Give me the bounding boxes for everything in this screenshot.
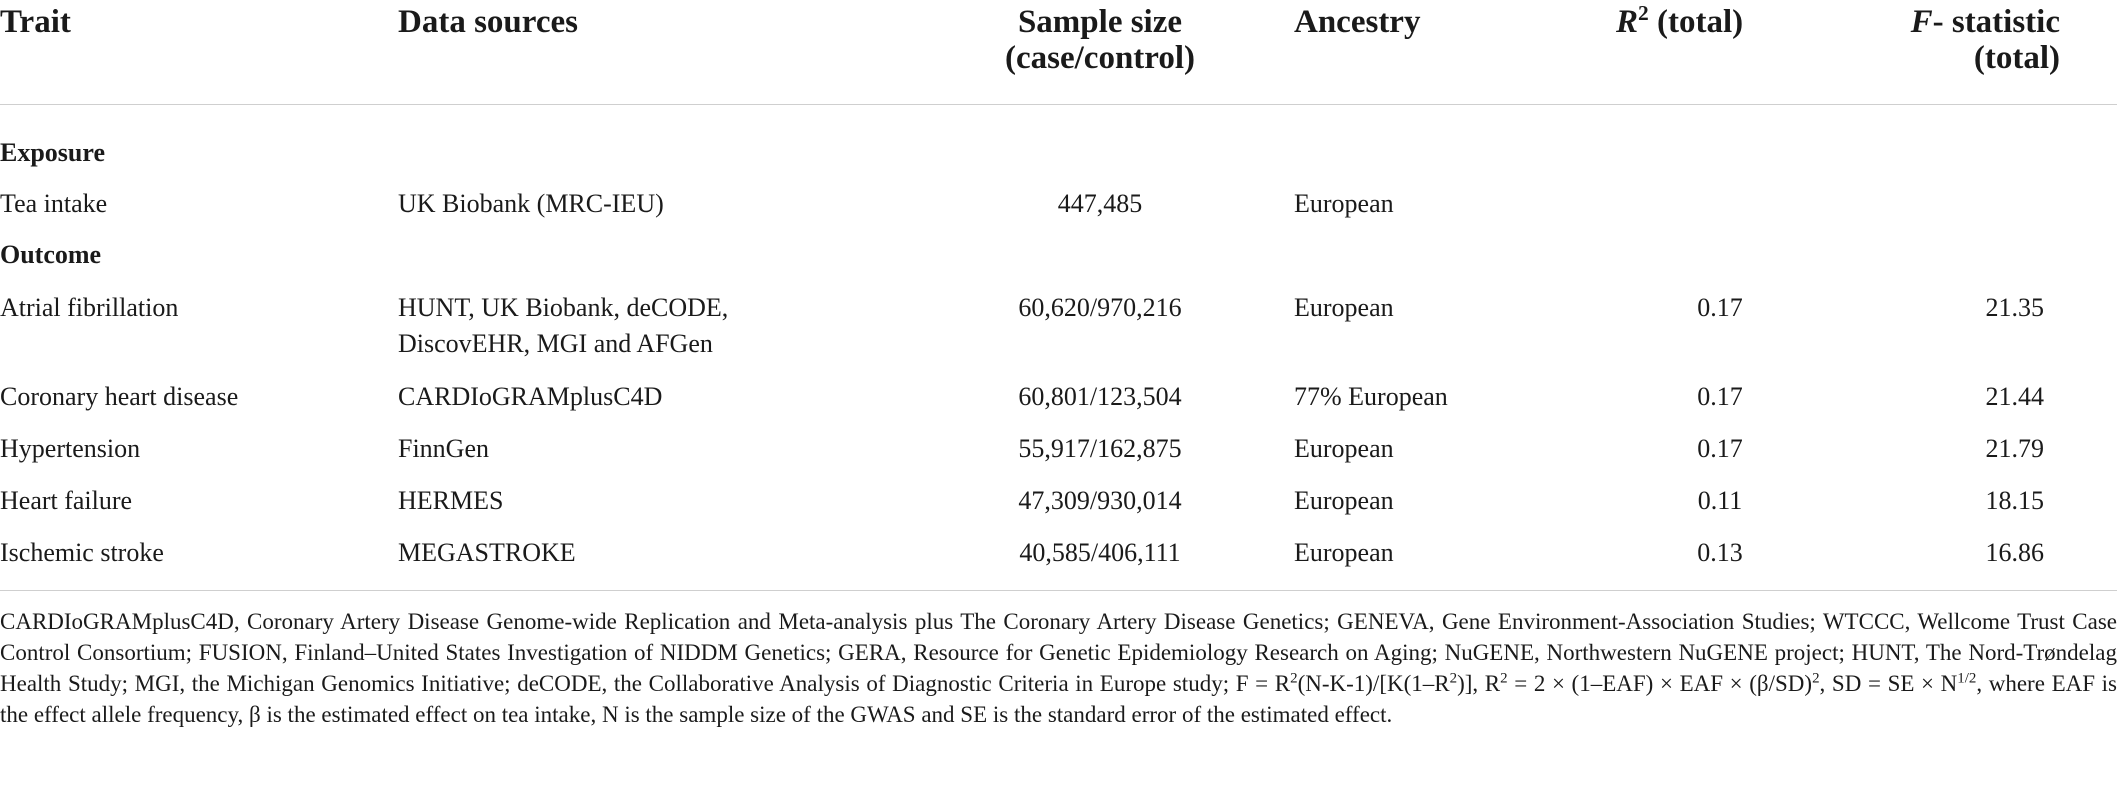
row-f: 21.35	[1985, 293, 2044, 322]
row-sample: 40,585/406,111	[1019, 538, 1181, 567]
row-source	[398, 290, 728, 362]
formula-part: , where EAF is the effect allele frequency, β is the estimated effect on tea intake, N is the sample size of the GWAS and SE is the standard error of the estimated effect.	[0, 671, 2117, 727]
header-trait: Trait	[0, 4, 71, 40]
table-footnote	[0, 606, 2117, 730]
row-sample: 55,917/162,875	[1018, 434, 1182, 463]
row-source-line2: DiscovEHR, MGI and AFGen	[398, 329, 713, 358]
row-ancestry: European	[1294, 486, 1394, 515]
row-ancestry: European	[1294, 189, 1394, 218]
formula-part: F = R	[1235, 671, 1291, 696]
section-exposure: Exposure	[0, 138, 105, 167]
formula-part: , SD = SE × N	[1819, 671, 1958, 696]
formula-part: )], R	[1457, 671, 1501, 696]
row-r2: 0.11	[1697, 486, 1743, 515]
header-sample-size	[940, 4, 1260, 76]
row-sample: 47,309/930,014	[1018, 486, 1182, 515]
row-trait: Hypertension	[0, 434, 141, 463]
row-ancestry: European	[1294, 293, 1394, 322]
header-ancestry: Ancestry	[1294, 4, 1421, 40]
formula-sup: 2	[1449, 670, 1458, 687]
header-f-line2: (total)	[1973, 40, 2060, 76]
row-f: 21.44	[1985, 382, 2044, 411]
row-r2: 0.17	[1697, 434, 1743, 463]
header-sample-size-line2: (case/control)	[1005, 40, 1195, 76]
header-data-sources: Data sources	[398, 4, 578, 40]
row-trait: Heart failure	[0, 486, 133, 515]
row-ancestry: 77% European	[1294, 382, 1448, 411]
header-f-line1	[1800, 4, 2060, 40]
header-r2	[1616, 1, 1744, 40]
row-r2: 0.17	[1697, 382, 1743, 411]
row-source: MEGASTROKE	[398, 538, 576, 567]
formula-sup: 2	[1500, 670, 1508, 687]
row-f: 18.15	[1985, 486, 2044, 515]
row-sample: 447,485	[1057, 189, 1143, 218]
section-outcome: Outcome	[0, 240, 102, 269]
row-source-line1: HUNT, UK Biobank, deCODE,	[398, 293, 729, 322]
row-trait: Coronary heart disease	[0, 382, 239, 411]
header-r2-suffix: (total)	[1648, 4, 1744, 40]
header-sample-size-line1: Sample size	[1017, 4, 1183, 40]
formula-part: = 2 × (1–EAF) × EAF × (β/SD)	[1507, 671, 1813, 696]
header-rule	[0, 104, 2117, 105]
formula-sup: 2	[1812, 670, 1820, 687]
row-r2: 0.13	[1697, 538, 1743, 567]
header-f-letter: F	[1910, 4, 1933, 40]
row-sample: 60,801/123,504	[1018, 382, 1182, 411]
row-ancestry: European	[1294, 538, 1394, 567]
row-source: FinnGen	[398, 434, 489, 463]
header-r2-sup: 2	[1638, 1, 1649, 25]
row-trait: Ischemic stroke	[0, 538, 164, 567]
footnote-abbreviations: CARDIoGRAMplusC4D, Coronary Artery Disease Genome-wide Replication and Meta-analysis plus The Coronary Artery Disease Genetics; GENEVA, Gene Environment-Association Studies; WTCCC, Wellcome Trust Case Control Consortium; FUSION, Finland–United States Investigation of NIDDM Genetics; GERA, Resource for Genetic Epidemiology Research on Aging; NuGENE, Northwestern NuGENE project; HUNT, The Nord-Trøndelag Health Study; MGI, the Michigan Genomics Initiative; deCODE, the Collaborative Analysis of Diagnostic Criteria in Europe study;	[0, 609, 2117, 696]
row-source: UK Biobank (MRC-IEU)	[398, 189, 664, 218]
formula-sup: 1/2	[1957, 670, 1977, 687]
formula-sup: 2	[1290, 670, 1298, 687]
row-source: HERMES	[398, 486, 504, 515]
row-trait: Atrial fibrillation	[0, 293, 179, 322]
row-r2: 0.17	[1697, 293, 1743, 322]
row-sample: 60,620/970,216	[1018, 293, 1182, 322]
row-f: 16.86	[1985, 538, 2044, 567]
row-trait: Tea intake	[0, 189, 108, 218]
header-f-statistic	[1800, 4, 2060, 76]
row-f: 21.79	[1985, 434, 2044, 463]
footer-rule	[0, 590, 2117, 591]
header-f-suffix: - statistic	[1932, 4, 2060, 40]
row-ancestry: European	[1294, 434, 1394, 463]
row-source: CARDIoGRAMplusC4D	[398, 382, 663, 411]
header-r2-letter: R	[1616, 4, 1639, 40]
formula-part: (N-K-1)/[K(1–R	[1297, 671, 1450, 696]
